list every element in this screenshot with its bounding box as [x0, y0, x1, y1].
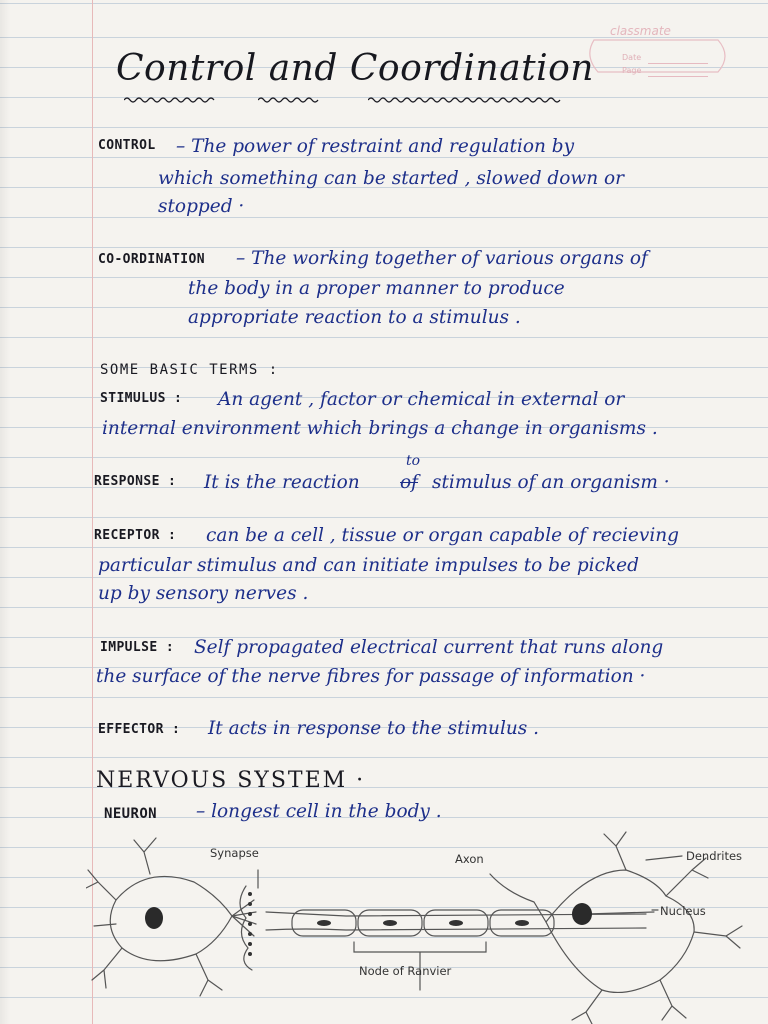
axon-label: Axon — [455, 852, 484, 866]
response-def-end: stimulus of an organism · — [432, 472, 670, 493]
coordination-def-line-2: the body in a proper manner to produce — [188, 278, 565, 299]
axon-line-bottom — [266, 928, 646, 930]
response-correction: to — [406, 453, 421, 469]
impulse-def-line-2: the surface of the nerve fibres for passage of information · — [96, 666, 646, 687]
control-def-line-2: which something can be started , slowed down or — [158, 168, 625, 189]
coordination-def-line-3: appropriate reaction to a stimulus . — [188, 307, 521, 328]
receptor-def-line-2: particular stimulus and can initiate impulses to be picked — [98, 555, 639, 576]
brand-name: classmate — [610, 24, 671, 38]
effector-term: EFFECTOR : — [98, 722, 181, 737]
nucleus-label: Nucleus — [660, 904, 706, 918]
title-underline-2 — [258, 96, 320, 104]
page-title: Control and Coordination — [116, 48, 594, 89]
stimulus-term: STIMULUS : — [100, 391, 183, 406]
coordination-term: CO-ORDINATION — [98, 252, 205, 267]
synapse-label: Synapse — [210, 846, 259, 860]
left-cell-body — [110, 876, 232, 960]
response-def-start: It is the reaction — [204, 472, 360, 493]
left-nucleus — [145, 907, 163, 929]
neuron-term: NEURON — [104, 806, 157, 822]
impulse-def-line-1: Self propagated electrical current that runs along — [194, 637, 664, 658]
node-of-ranvier-label: Node of Ranvier — [359, 964, 452, 978]
response-struck-word: of — [400, 472, 418, 493]
response-term: RESPONSE : — [94, 474, 177, 489]
stimulus-def-line-2: internal environment which brings a change in organisms . — [102, 418, 658, 439]
receptor-def-line-1: can be a cell , tissue or organ capable of recieving — [206, 525, 680, 546]
stimulus-def-line-1: An agent , factor or chemical in external or — [218, 389, 625, 410]
control-def-line-3: stopped · — [158, 196, 245, 217]
node-bracket — [354, 942, 486, 966]
right-cell-body — [546, 870, 694, 992]
basic-terms-heading: SOME BASIC TERMS : — [100, 362, 279, 378]
nervous-system-heading: NERVOUS SYSTEM · — [96, 768, 366, 793]
right-nucleus — [572, 903, 592, 925]
control-def-line-1: – The power of restraint and regulation by — [176, 136, 575, 157]
title-underline-3 — [368, 96, 564, 104]
effector-def-line-1: It acts in response to the stimulus . — [208, 718, 540, 739]
title-underline-1 — [124, 96, 216, 104]
neuron-diagram — [86, 830, 768, 1024]
coordination-def-line-1: – The working together of various organs of — [236, 248, 648, 269]
brand-page-line — [648, 76, 708, 77]
impulse-term: IMPULSE : — [100, 640, 175, 655]
brand-page-label: Page — [622, 66, 642, 75]
dendrites-label: Dendrites — [686, 849, 743, 863]
receptor-term: RECEPTOR : — [94, 528, 177, 543]
myelin-nuclei — [317, 920, 529, 926]
neuron-def: – longest cell in the body . — [196, 801, 442, 822]
brand-date-label: Date — [622, 53, 642, 62]
control-term: CONTROL — [98, 138, 156, 153]
dendrites-pointer — [646, 856, 682, 860]
brand-date-line — [648, 63, 708, 64]
receptor-def-line-3: up by sensory nerves . — [98, 583, 309, 604]
